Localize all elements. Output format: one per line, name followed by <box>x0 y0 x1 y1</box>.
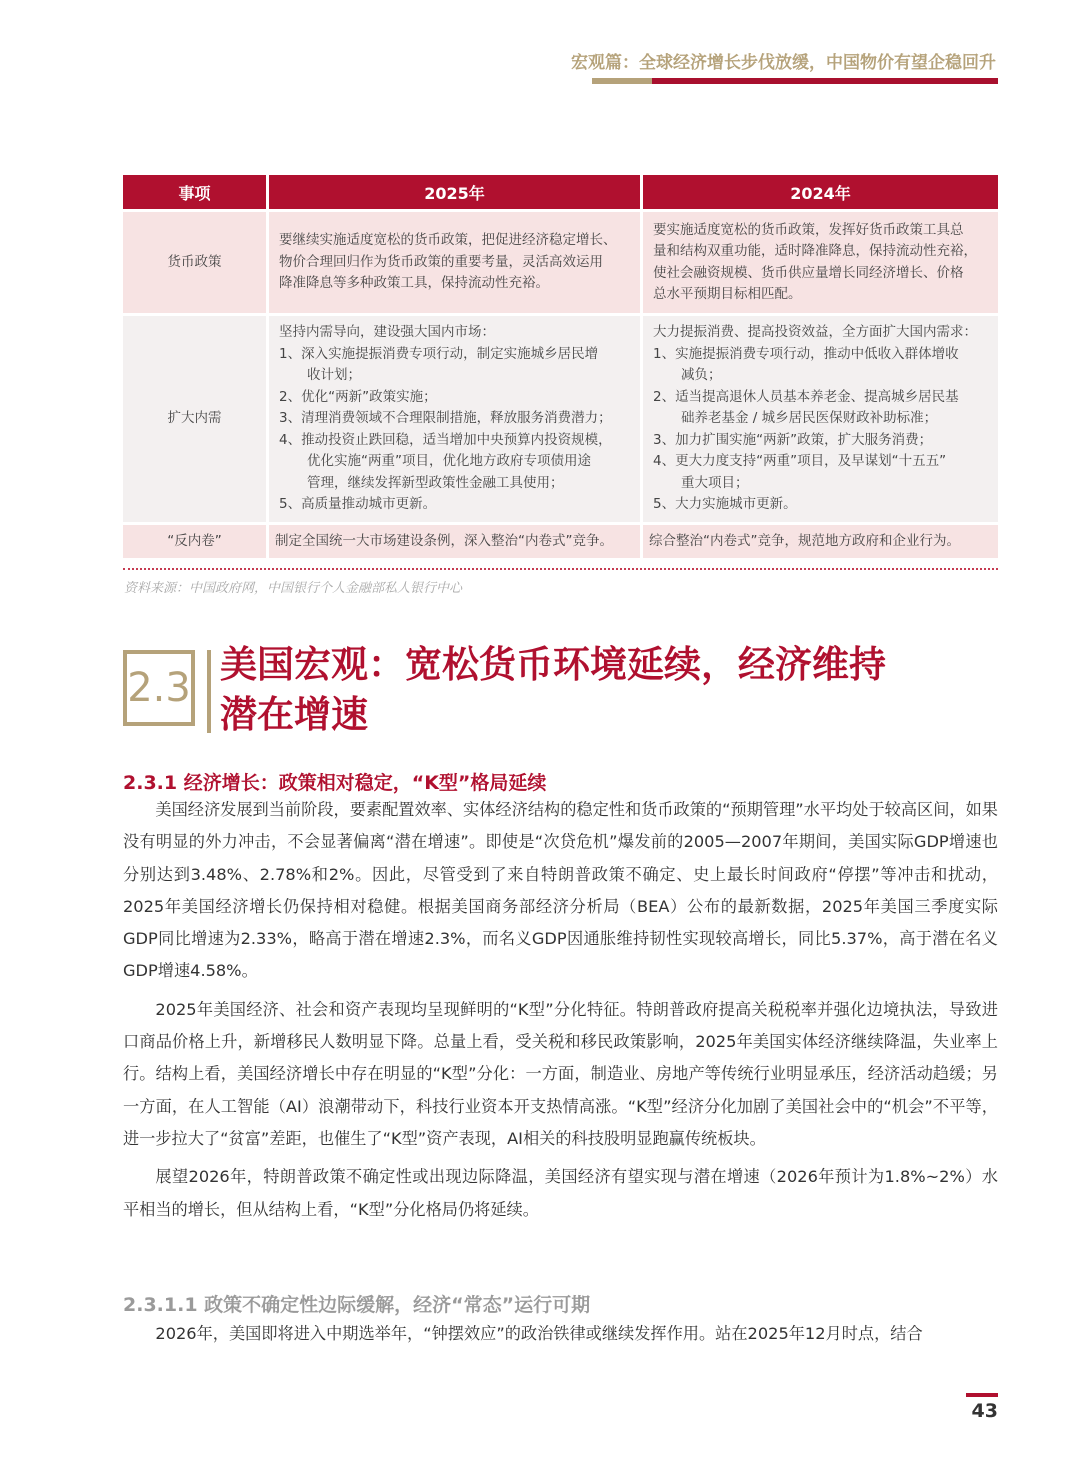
text-line: 大力提振消费、提高投资效益，全方面扩大国内需求： <box>653 324 977 340</box>
header-item: 事项 <box>123 175 269 212</box>
row-item: 扩大内需 <box>123 316 269 525</box>
table-header-row <box>123 175 998 212</box>
table-row <box>123 525 998 562</box>
section-number-badge: 2.3 <box>123 650 195 726</box>
subsubsection-title: 2.3.1.1 政策不确定性边际缓解，经济“常态”运行可期 <box>123 1294 591 1316</box>
text-line: 量和结构双重功能，适时降准降息，保持流动性充裕， <box>653 243 977 259</box>
row-2024 <box>643 525 998 562</box>
header-rule <box>592 78 998 84</box>
row-2024 <box>643 212 998 316</box>
row-2025 <box>269 525 643 562</box>
section-bar <box>207 650 211 733</box>
header-title: 宏观篇：全球经济增长步伐放缓，中国物价有望企稳回升 <box>571 53 996 73</box>
text-line: 减负； <box>681 367 722 383</box>
paragraph: 2026年，美国即将进入中期选举年，“钟摆效应”的政治铁律或继续发挥作用。站在2025年12月时点，结合 <box>155 1324 923 1343</box>
paragraph: 展望2026年，特朗普政策不确定性或出现边际降温，美国经济有望实现与潜在增速（2026年预计为1.8%~2%）水平相当的增长，但从结构上看，“K型”分化格局仍将延续。 <box>123 1167 998 1219</box>
text-line: 1、深入实施提振消费专项行动，制定实施城乡居民增 <box>279 345 599 362</box>
body-text-2 <box>123 1318 998 1356</box>
paragraph: 美国经济发展到当前阶段，要素配置效率、实体经济结构的稳定性和货币政策的“预期管理”水平均处于较高区间，如果没有明显的外力冲击，不会显著偏离“潜在增速”。即使是“次贷危机”爆发前的2005—2007年期间，美国实际GDP增速也分别达到3.48%、2.78%和2%。因此，尽管受到了来自特朗普政策不确定、史上最长时间政府“停摆”等冲击和扰动，2025年美国经济增长仍保持相对稳健。根据美国商务部经济分析局（BEA）公布的最新数据，2025年美国三季度实际GDP同比增速为2.33%，略高于潜在增速2.3%，而名义GDP因通胀维持韧性实现较高增长，同比5.37%，高于潜在名义GDP增速4.58%。 <box>123 800 998 981</box>
section-title-line: 潜在增速 <box>220 693 368 736</box>
body-text <box>123 794 998 1232</box>
text-line: 综合整治“内卷式”竞争，规范地方政府和企业行为。 <box>649 532 960 549</box>
header-2025: 2025年 <box>269 175 643 212</box>
row-2024 <box>643 316 998 525</box>
text-line: 2、适当提高退休人员基本养老金、提高城乡居民基 <box>653 388 959 405</box>
text-line: 1、实施提振消费专项行动，推动中低收入群体增收 <box>653 345 959 362</box>
text-line: 总水平预期目标相匹配。 <box>653 286 802 302</box>
section-title <box>220 640 886 740</box>
page-number-bar <box>966 1393 998 1397</box>
text-line: 收计划； <box>307 367 361 383</box>
text-line: 使社会融资规模、货币供应量增长同经济增长、价格 <box>653 264 964 281</box>
table-divider <box>123 568 998 570</box>
text-line: 4、更大力度支持“两重”项目，及早谋划“十五五” <box>653 453 947 469</box>
text-line: 础养老基金 / 城乡居民医保财政补助标准； <box>681 410 938 426</box>
text-line: 重大项目； <box>681 474 749 491</box>
table-row <box>123 316 998 525</box>
section-title-line: 美国宏观：宽松货币环境延续，经济维持 <box>220 643 886 686</box>
policy-comparison-table <box>123 175 998 561</box>
header-2024: 2024年 <box>643 175 998 212</box>
row-item: 货币政策 <box>123 212 269 316</box>
text-line: 坚持内需导向，建设强大国内市场： <box>279 324 495 340</box>
paragraph: 2025年美国经济、社会和资产表现均呈现鲜明的“K型”分化特征。特朗普政府提高关税税率并强化边境执法，导致进口商品价格上升，新增移民人数明显下降。总量上看，受关税和移民政策影响，2025年美国实体经济继续降温，失业率上行。结构上看，美国经济增长中存在明显的“K型”分化：一方面，制造业、房地产等传统行业明显承压，经济活动趋缓；另一方面，在人工智能（AI）浪潮带动下，科技行业资本开支热情高涨。“K型”经济分化加剧了美国社会中的“机会”不平等，进一步拉大了“贫富”差距，也催生了“K型”资产表现，AI相关的科技股明显跑赢传统板块。 <box>123 999 998 1148</box>
text-line: 优化实施“两重”项目，优化地方政府专项债用途 <box>307 453 591 469</box>
text-line: 降准降息等多种政策工具，保持流动性充裕。 <box>279 275 549 292</box>
text-line: 3、加力扩围实施“两新”政策，扩大服务消费； <box>653 431 933 448</box>
page-number: 43 <box>971 1400 998 1422</box>
table-row <box>123 212 998 316</box>
text-line: 4、推动投资止跌回稳，适当增加中央预算内投资规模， <box>279 431 612 448</box>
text-line: 要实施适度宽松的货币政策，发挥好货币政策工具总 <box>653 221 964 238</box>
text-line: 要继续实施适度宽松的货币政策，把促进经济稳定增长、 <box>279 232 617 249</box>
text-line: 5、大力实施城市更新。 <box>653 496 797 512</box>
row-2025 <box>269 316 643 525</box>
subsection-title: 2.3.1 经济增长：政策相对稳定，“K型”格局延续 <box>123 772 547 794</box>
text-line: 管理，继续发挥新型政策性金融工具使用； <box>307 474 564 491</box>
text-line: 3、清理消费领域不合理限制措施，释放服务消费潜力； <box>279 410 612 426</box>
text-line: 5、高质量推动城市更新。 <box>279 496 437 512</box>
text-line: 物价合理回归作为货币政策的重要考量，灵活高效运用 <box>279 253 603 270</box>
row-2025 <box>269 212 643 316</box>
text-line: 制定全国统一大市场建设条例，深入整治“内卷式”竞争。 <box>275 532 613 549</box>
text-line: 2、优化“两新”政策实施； <box>279 388 437 405</box>
source-note: 资料来源：中国政府网，中国银行个人金融部私人银行中心 <box>124 581 463 596</box>
row-item: “反内卷” <box>123 525 269 562</box>
